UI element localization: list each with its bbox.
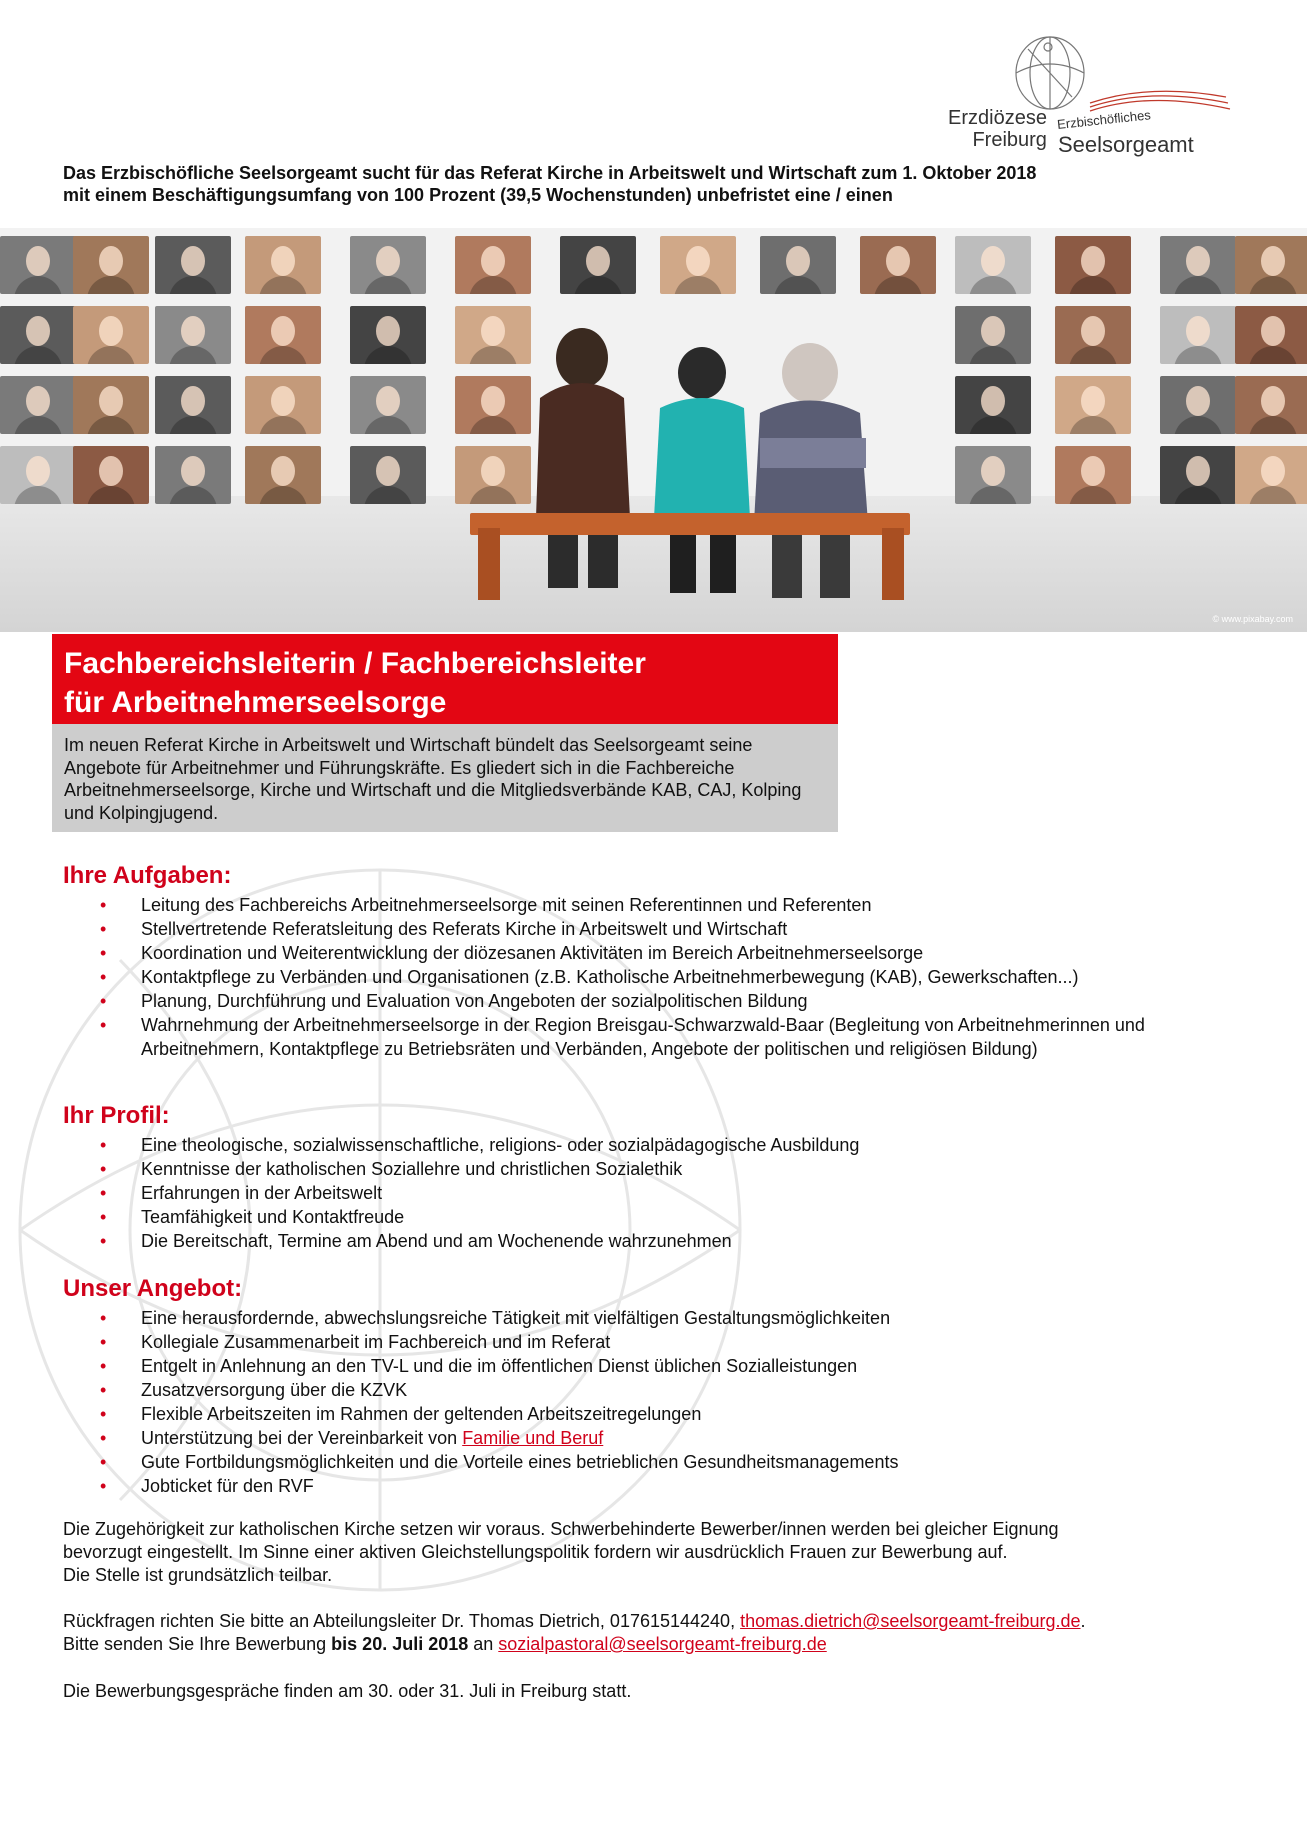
portrait-face — [686, 246, 710, 276]
portrait-face — [376, 246, 400, 276]
portrait-body — [259, 416, 307, 434]
list-item — [63, 1306, 1243, 1330]
portrait-face — [981, 246, 1005, 276]
summary-text: Im neuen Referat Kirche in Arbeitswelt und Wirtschaft bündelt das Seelsorgeamt seine Angebote für Arbeitnehmer und Führungskräfte. Es gliedert sich in die Fachbereiche Arbeitnehmerseelsorge, Kirche und Wirtschaft und die Mitgliedsverbände KAB, CAJ, Kolping und Kolpingjugend. — [64, 735, 802, 823]
apply-mid: an — [468, 1634, 499, 1654]
portrait-body — [364, 276, 412, 294]
profile-heading: Ihr Profil: — [63, 1102, 170, 1129]
portrait-photo — [1055, 236, 1131, 294]
portrait-photo — [73, 446, 149, 504]
portrait-photo — [245, 376, 321, 434]
portrait-body — [1249, 416, 1297, 434]
portrait-face — [1186, 386, 1210, 416]
portrait-photo — [955, 376, 1031, 434]
list-item-text: Die Bereitschaft, Termine am Abend und am Wochenende wahrzunehmen — [141, 1231, 732, 1251]
portrait-body — [364, 416, 412, 434]
portrait-photo — [955, 236, 1031, 294]
portrait-body — [1069, 346, 1117, 364]
logo-emblem-icon — [940, 25, 1240, 115]
portrait-face — [981, 386, 1005, 416]
bullet-icon: • — [100, 991, 107, 1011]
portrait-photo — [0, 236, 76, 294]
list-item — [63, 989, 1243, 1013]
closing-line3: Die Stelle ist grundsätzlich teilbar. — [63, 1565, 333, 1585]
portrait-photo — [1055, 446, 1131, 504]
portrait-photo — [0, 376, 76, 434]
portrait-face — [481, 386, 505, 416]
logo-office-text — [1056, 107, 1194, 158]
list-item-text: Erfahrungen in der Arbeitswelt — [141, 1183, 383, 1203]
contact-email-link[interactable]: thomas.dietrich@seelsorgeamt-freiburg.de — [740, 1611, 1081, 1631]
list-item — [63, 1450, 1243, 1474]
list-item — [63, 941, 1243, 965]
list-item — [63, 1013, 1243, 1061]
portrait-face — [26, 246, 50, 276]
bullet-icon: • — [100, 1308, 107, 1328]
portrait-face — [99, 386, 123, 416]
portrait-photo — [155, 376, 231, 434]
portrait-face — [1261, 456, 1285, 486]
portrait-body — [364, 486, 412, 504]
portrait-face — [271, 386, 295, 416]
portrait-face — [1261, 316, 1285, 346]
apply-email-link[interactable]: sozialpastoral@seelsorgeamt-freiburg.de — [498, 1634, 827, 1654]
contact-suffix: . — [1080, 1611, 1086, 1631]
portrait-photo — [1160, 376, 1236, 434]
portrait-face — [981, 456, 1005, 486]
portrait-face — [181, 456, 205, 486]
contact-paragraph — [63, 1610, 1253, 1656]
job-title-line2: für Arbeitnehmerseelsorge — [64, 686, 447, 719]
portrait-face — [181, 316, 205, 346]
contact-line — [63, 1610, 1253, 1633]
bullet-icon: • — [100, 967, 107, 987]
list-item-text: Zusatzversorgung über die KZVK — [141, 1380, 408, 1400]
portrait-body — [1249, 346, 1297, 364]
bullet-icon: • — [100, 1183, 107, 1203]
portrait-photo — [660, 236, 736, 294]
portrait-body — [1174, 346, 1222, 364]
portrait-body — [969, 276, 1017, 294]
portrait-body — [259, 486, 307, 504]
bench — [470, 513, 910, 535]
portrait-photo — [860, 236, 936, 294]
portrait-body — [259, 276, 307, 294]
portrait-face — [376, 456, 400, 486]
portrait-face — [481, 246, 505, 276]
list-item — [63, 893, 1243, 917]
portrait-face — [1081, 246, 1105, 276]
portrait-photo — [245, 306, 321, 364]
portrait-photo — [1160, 236, 1236, 294]
bullet-icon: • — [100, 1404, 107, 1424]
portrait-body — [1174, 276, 1222, 294]
portrait-photo — [1235, 306, 1307, 364]
bullet-icon: • — [100, 1135, 107, 1155]
portrait-face — [1261, 386, 1285, 416]
tasks-heading: Ihre Aufgaben: — [63, 862, 232, 889]
list-item-text: Koordination und Weiterentwicklung der diözesanen Aktivitäten im Bereich Arbeitnehmerseelsorge — [141, 943, 924, 963]
portrait-photo — [350, 236, 426, 294]
portrait-photo — [245, 446, 321, 504]
list-item-text: Wahrnehmung der Arbeitnehmerseelsorge in der Region Breisgau-Schwarzwald-Baar (Begleitung von Arbeitnehmerinnen und Arbeitnehmern, Kontaktpflege zu Betriebsräten und Verbänden, Angebote der politischen und religiösen Bildung) — [141, 1015, 1145, 1059]
bench-leg-right — [882, 528, 904, 600]
apply-deadline: bis 20. Juli 2018 — [331, 1634, 469, 1654]
portrait-body — [1249, 276, 1297, 294]
list-item-text: Teamfähigkeit und Kontaktfreude — [141, 1207, 405, 1227]
logo-line1: Erzdiözese — [948, 107, 1047, 129]
list-item — [63, 1426, 1243, 1450]
portrait-face — [271, 456, 295, 486]
list-item-text: Planung, Durchführung und Evaluation von Angeboten der sozialpolitischen Bildung — [141, 991, 808, 1011]
portrait-face — [786, 246, 810, 276]
portrait-body — [1069, 276, 1117, 294]
portrait-body — [169, 486, 217, 504]
portrait-body — [574, 276, 622, 294]
portrait-photo — [760, 236, 836, 294]
job-title-line1: Fachbereichsleiterin / Fachbereichsleiter — [64, 647, 646, 680]
bullet-icon: • — [100, 1207, 107, 1227]
portrait-photo — [0, 306, 76, 364]
portrait-face — [271, 316, 295, 346]
list-item-text: Stellvertretende Referatsleitung des Referats Kirche in Arbeitswelt und Wirtschaft — [141, 919, 788, 939]
list-item — [63, 1229, 1243, 1253]
list-item — [63, 1157, 1243, 1181]
offer-list — [63, 1306, 1243, 1498]
portrait-face — [586, 246, 610, 276]
bullet-icon: • — [100, 1231, 107, 1251]
bullet-icon: • — [100, 1332, 107, 1352]
interviews-text: Die Bewerbungsgespräche finden am 30. oder 31. Juli in Freiburg statt. — [63, 1681, 632, 1701]
portrait-face — [181, 246, 205, 276]
portrait-photo — [1055, 306, 1131, 364]
list-item-text: Jobticket für den RVF — [141, 1476, 314, 1496]
list-item-text: Kollegiale Zusammenarbeit im Fachbereich und im Referat — [141, 1332, 611, 1352]
portrait-body — [14, 486, 62, 504]
portrait-photo — [0, 446, 76, 504]
bullet-icon: • — [100, 1476, 107, 1496]
portrait-body — [14, 346, 62, 364]
portrait-body — [87, 276, 135, 294]
portrait-body — [364, 346, 412, 364]
bullet-icon: • — [100, 943, 107, 963]
intro-line2: mit einem Beschäftigungsumfang von 100 Prozent (39,5 Wochenstunden) unbefristet eine / einen — [63, 185, 893, 205]
logo-office-big: Seelsorgeamt — [1058, 132, 1194, 157]
people-on-bench — [520, 328, 880, 608]
bullet-icon: • — [100, 1159, 107, 1179]
portrait-photo — [1055, 376, 1131, 434]
contact-text: Rückfragen richten Sie bitte an Abteilungsleiter Dr. Thomas Dietrich, 017615144240, — [63, 1611, 741, 1631]
portrait-face — [26, 386, 50, 416]
apply-line — [63, 1633, 1253, 1656]
portrait-body — [169, 276, 217, 294]
portrait-face — [481, 316, 505, 346]
image-credit: © www.pixabay.com — [1212, 614, 1293, 624]
list-item — [63, 917, 1243, 941]
portrait-body — [87, 346, 135, 364]
portrait-body — [1249, 486, 1297, 504]
portrait-face — [99, 316, 123, 346]
portrait-face — [1186, 456, 1210, 486]
list-item-text: Unterstützung bei der Vereinbarkeit von — [141, 1428, 463, 1448]
portrait-body — [969, 416, 1017, 434]
list-item — [63, 1181, 1243, 1205]
bullet-icon: • — [100, 1452, 107, 1472]
hero-image — [0, 228, 1307, 632]
portrait-photo — [73, 376, 149, 434]
portrait-photo — [1235, 236, 1307, 294]
portrait-face — [1186, 316, 1210, 346]
portrait-body — [674, 276, 722, 294]
list-item — [63, 1205, 1243, 1229]
portrait-body — [969, 486, 1017, 504]
intro-text — [63, 162, 1243, 206]
closing-line1: Die Zugehörigkeit zur katholischen Kirche setzen wir voraus. Schwerbehinderte Bewerber/innen werden bei gleicher Eignung — [63, 1519, 1059, 1539]
list-item-text: Gute Fortbildungsmöglichkeiten und die Vorteile eines betrieblichen Gesundheitsmanagements — [141, 1452, 899, 1472]
list-item-text: Flexible Arbeitszeiten im Rahmen der geltenden Arbeitszeitregelungen — [141, 1404, 702, 1424]
requirements-paragraph — [63, 1518, 1253, 1587]
portrait-body — [169, 346, 217, 364]
portrait-body — [14, 416, 62, 434]
bullet-icon: • — [100, 919, 107, 939]
bullet-icon: • — [100, 895, 107, 915]
summary-block — [52, 724, 838, 832]
portrait-body — [14, 276, 62, 294]
portrait-photo — [350, 376, 426, 434]
portrait-photo — [350, 306, 426, 364]
bench-leg-left — [478, 528, 500, 600]
offer-heading: Unser Angebot: — [63, 1275, 243, 1302]
portrait-body — [1069, 416, 1117, 434]
list-item-text: Eine herausfordernde, abwechslungsreiche Tätigkeit mit vielfältigen Gestaltungsmöglichkeiten — [141, 1308, 891, 1328]
list-item — [63, 1378, 1243, 1402]
portrait-body — [87, 416, 135, 434]
list-item-text: Leitung des Fachbereichs Arbeitnehmerseelsorge mit seinen Referentinnen und Referenten — [141, 895, 872, 915]
portrait-face — [481, 456, 505, 486]
bullet-icon: • — [100, 1356, 107, 1376]
bullet-icon: • — [100, 1380, 107, 1400]
closing-line2: bevorzugt eingestellt. Im Sinne einer aktiven Gleichstellungspolitik fordern wir ausdrücklich Frauen zur Bewerbung auf. — [63, 1542, 1008, 1562]
logo — [940, 25, 1240, 155]
portrait-body — [169, 416, 217, 434]
list-item-text: Kenntnisse der katholischen Soziallehre und christlichen Sozialethik — [141, 1159, 683, 1179]
portrait-body — [969, 346, 1017, 364]
logo-line2: Freiburg — [972, 129, 1047, 151]
portrait-face — [271, 246, 295, 276]
portrait-photo — [1235, 376, 1307, 434]
list-item-text: Kontaktpflege zu Verbänden und Organisationen (z.B. Katholische Arbeitnehmerbewegung (KAB), Gewerkschaften...) — [141, 967, 1079, 987]
list-item — [63, 1330, 1243, 1354]
portrait-photo — [560, 236, 636, 294]
portrait-face — [886, 246, 910, 276]
portrait-body — [469, 486, 517, 504]
list-item-text: Eine theologische, sozialwissenschaftliche, religions- oder sozialpädagogische Ausbildung — [141, 1135, 860, 1155]
portrait-body — [1174, 486, 1222, 504]
portrait-face — [99, 246, 123, 276]
job-title — [64, 644, 646, 722]
portrait-body — [469, 346, 517, 364]
list-item — [63, 1133, 1243, 1157]
portrait-photo — [245, 236, 321, 294]
tasks-list — [63, 893, 1243, 1061]
logo-office-small: Erzbischöfliches — [1056, 107, 1152, 132]
portrait-body — [774, 276, 822, 294]
portrait-photo — [1160, 306, 1236, 364]
portrait-photo — [73, 236, 149, 294]
portrait-face — [376, 316, 400, 346]
portrait-face — [1081, 316, 1105, 346]
portrait-photo — [155, 306, 231, 364]
portrait-photo — [955, 306, 1031, 364]
apply-text: Bitte senden Sie Ihre Bewerbung — [63, 1634, 332, 1654]
portrait-photo — [350, 446, 426, 504]
list-item — [63, 1474, 1243, 1498]
portrait-face — [376, 386, 400, 416]
portrait-body — [469, 276, 517, 294]
portrait-face — [99, 456, 123, 486]
portrait-photo — [155, 236, 231, 294]
portrait-photo — [455, 236, 531, 294]
portrait-photo — [155, 446, 231, 504]
portrait-face — [981, 316, 1005, 346]
portrait-face — [1081, 456, 1105, 486]
portrait-photo — [955, 446, 1031, 504]
portrait-photo — [1160, 446, 1236, 504]
portrait-body — [259, 346, 307, 364]
logo-diocese-text — [948, 107, 1047, 151]
family-career-link[interactable]: Familie und Beruf — [462, 1428, 604, 1448]
portrait-face — [26, 456, 50, 486]
portrait-face — [181, 386, 205, 416]
portrait-body — [874, 276, 922, 294]
portrait-face — [1186, 246, 1210, 276]
portrait-face — [1261, 246, 1285, 276]
portrait-face — [26, 316, 50, 346]
portrait-body — [87, 486, 135, 504]
bullet-icon: • — [100, 1015, 107, 1035]
portrait-photo — [73, 306, 149, 364]
job-title-block — [52, 634, 838, 724]
profile-list — [63, 1133, 1243, 1253]
bullet-icon: • — [100, 1428, 107, 1448]
list-item — [63, 1354, 1243, 1378]
list-item — [63, 965, 1243, 989]
portrait-body — [1069, 486, 1117, 504]
portrait-photo — [1235, 446, 1307, 504]
portrait-body — [1174, 416, 1222, 434]
list-item — [63, 1402, 1243, 1426]
portrait-body — [469, 416, 517, 434]
intro-line1: Das Erzbischöfliche Seelsorgeamt sucht für das Referat Kirche in Arbeitswelt und Wirtschaft zum 1. Oktober 2018 — [63, 163, 1037, 183]
list-item-text: Entgelt in Anlehnung an den TV-L und die im öffentlichen Dienst üblichen Sozialleistungen — [141, 1356, 858, 1376]
portrait-face — [1081, 386, 1105, 416]
